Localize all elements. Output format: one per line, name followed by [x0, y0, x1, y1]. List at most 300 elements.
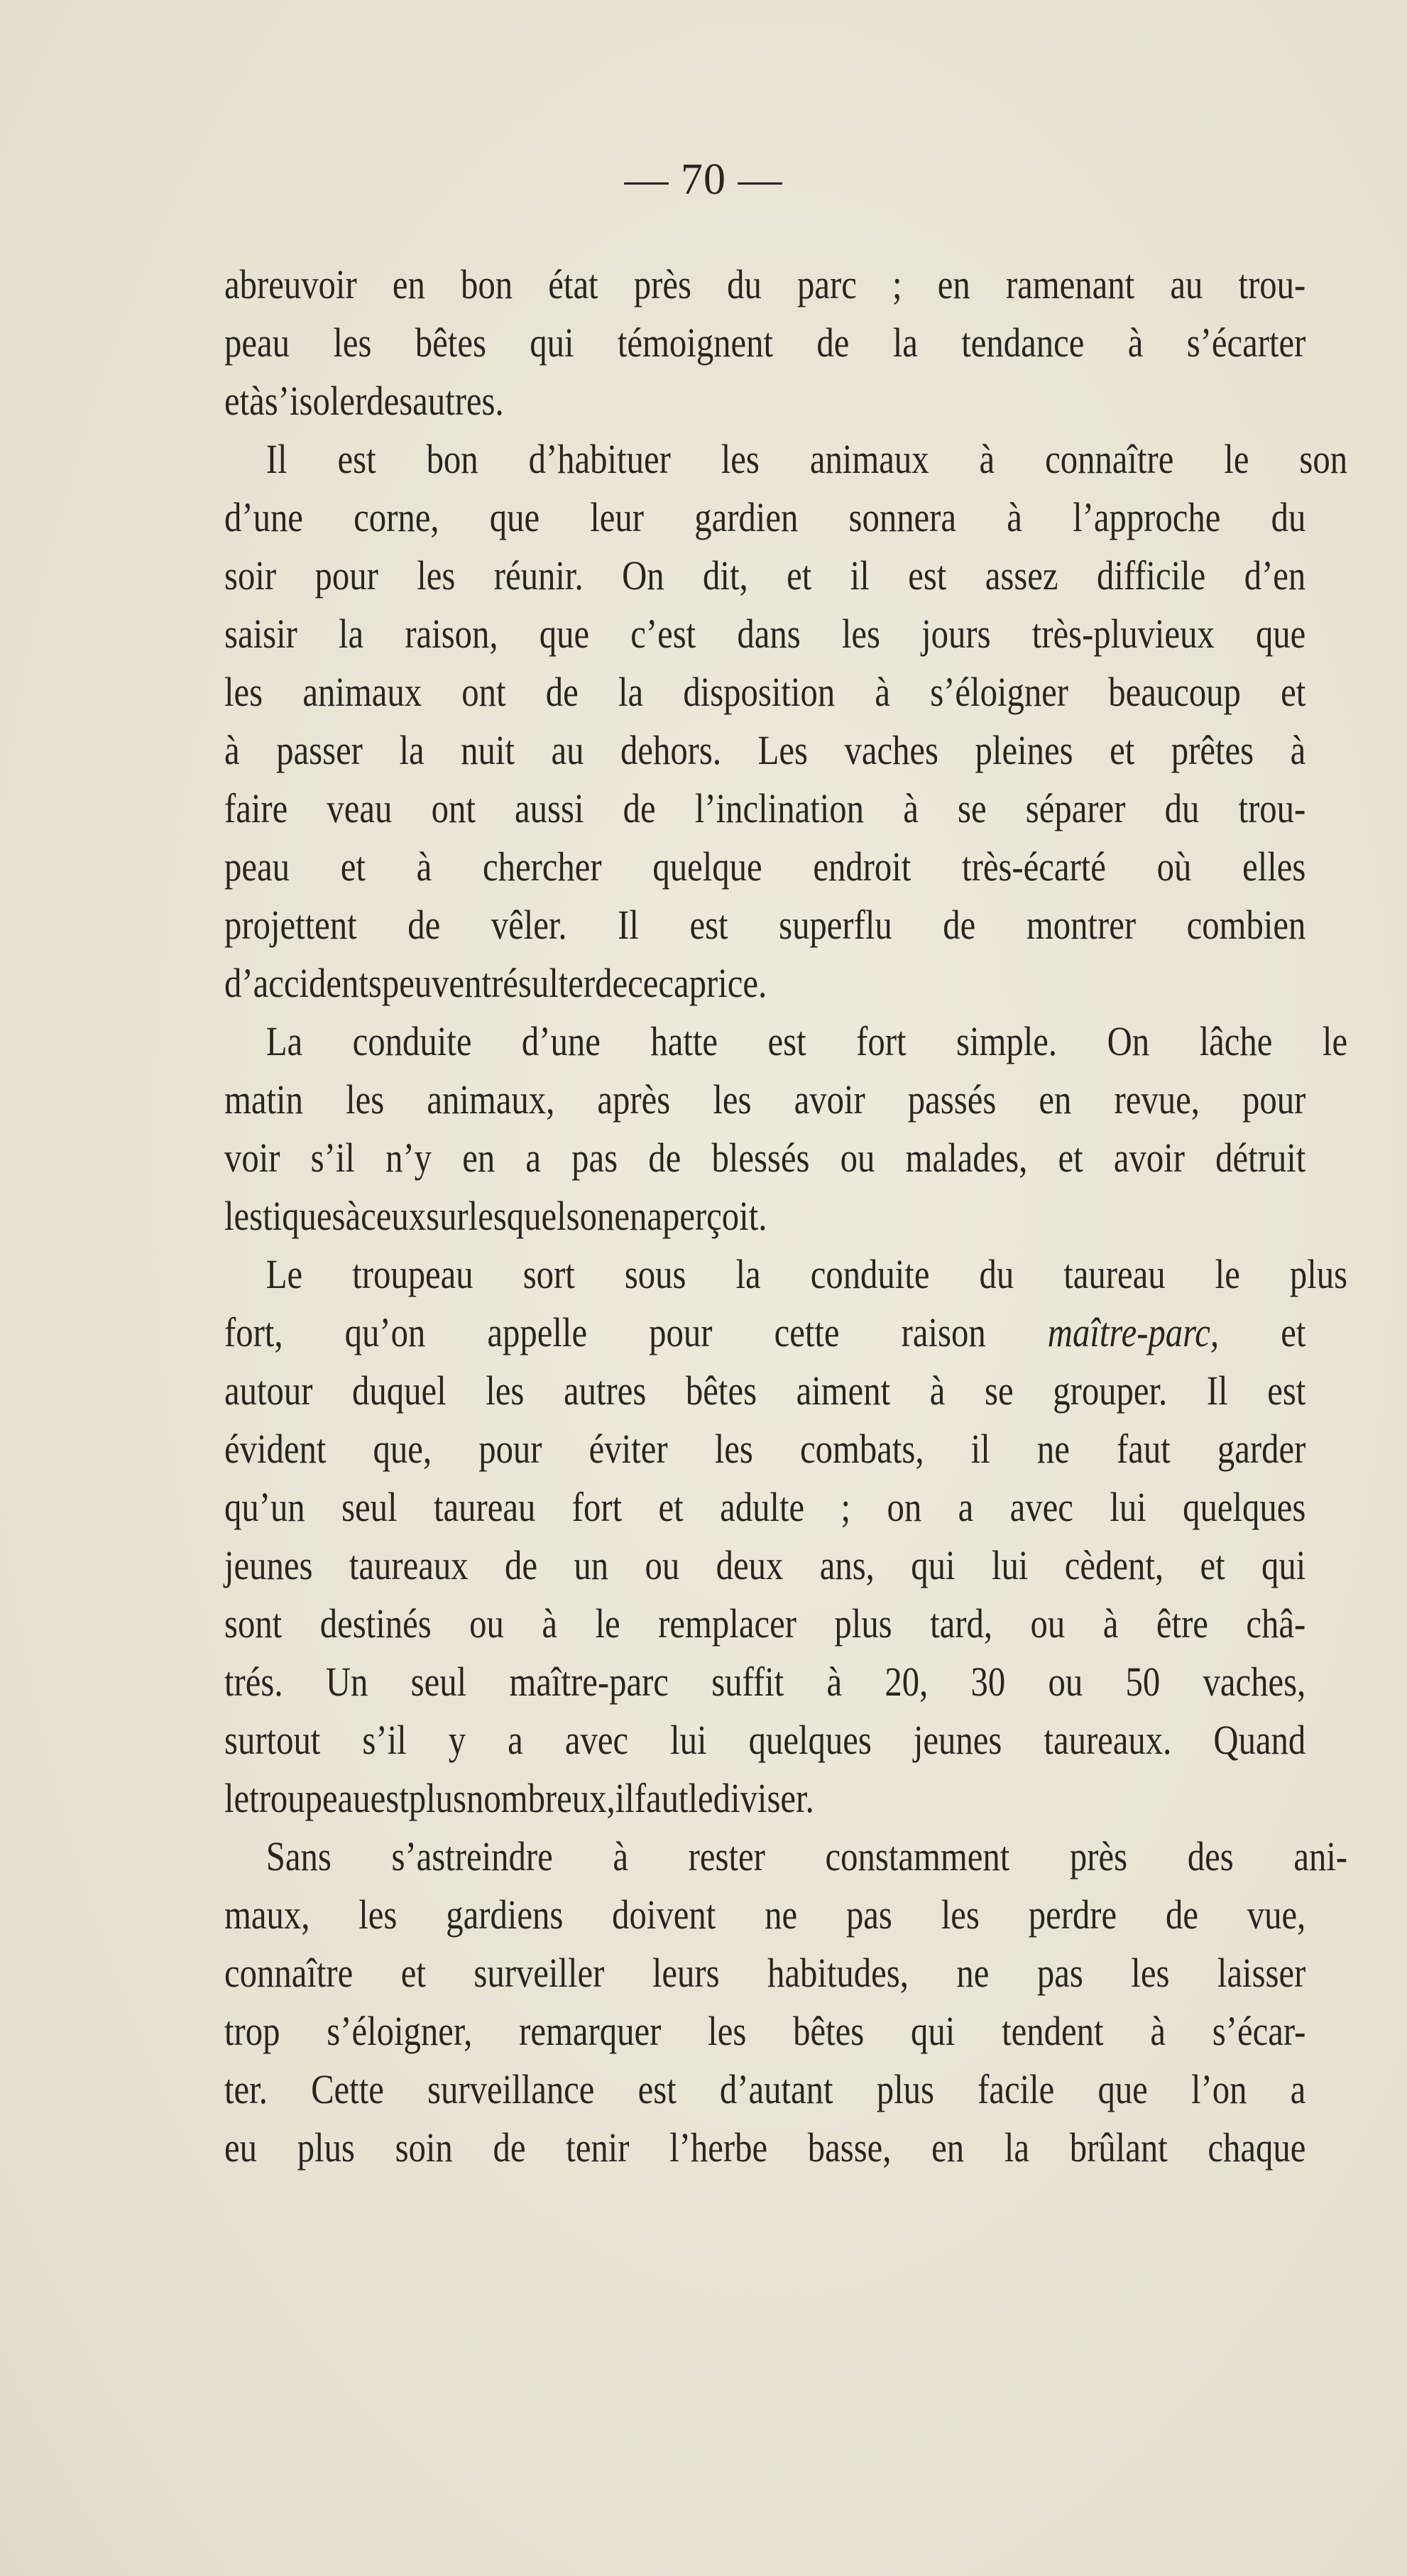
word: qu’un [224, 1484, 305, 1530]
word: pour [1242, 1076, 1306, 1123]
word: trou- [1238, 261, 1306, 307]
word: et [1058, 1135, 1083, 1181]
word: les [358, 1892, 398, 1938]
word: endroit [813, 844, 911, 890]
word: que, [373, 1426, 432, 1472]
word: tard, [930, 1600, 993, 1647]
word: séparer [1025, 785, 1126, 831]
word: assez [985, 552, 1058, 599]
word: surtout [224, 1717, 321, 1763]
word: tenir [566, 2124, 630, 2171]
word: son [1299, 436, 1348, 482]
word: et [340, 844, 366, 890]
word: duquel [352, 1368, 447, 1414]
word: en [614, 1193, 647, 1239]
word: les [346, 1076, 385, 1123]
text-line [224, 1711, 1305, 1769]
text-line [224, 721, 1305, 780]
text-line [224, 372, 1305, 430]
word: plus [297, 2124, 355, 2171]
word: raison, [405, 611, 498, 657]
word: surveillance [427, 2066, 595, 2112]
word: lui [670, 1717, 707, 1763]
word: raison [901, 1309, 986, 1355]
word: la [618, 669, 644, 715]
word: réunir. [493, 552, 584, 599]
word: plus [834, 1600, 892, 1647]
word: à [416, 844, 432, 890]
word: lâche [1199, 1018, 1273, 1064]
word: du [979, 1251, 1014, 1297]
text-line [224, 1769, 1305, 1828]
word: superflu [779, 902, 892, 948]
word: ou [469, 1600, 504, 1647]
word: le [688, 1775, 713, 1821]
word: destinés [319, 1600, 432, 1647]
word: est [1267, 1368, 1306, 1414]
word: suffit [711, 1659, 784, 1705]
word: conduite [810, 1251, 930, 1297]
word: détruit [1215, 1135, 1306, 1181]
word: de [504, 1542, 537, 1588]
word: eu [224, 2124, 257, 2171]
word: conduite [352, 1018, 472, 1064]
word: l’herbe [669, 2124, 768, 2171]
word: pour [649, 1309, 713, 1355]
word: trou- [1238, 785, 1306, 831]
word: état [548, 261, 598, 307]
text-line [224, 1944, 1305, 2002]
word: l’approche [1073, 494, 1221, 540]
word: voir [224, 1135, 280, 1181]
word: et [787, 552, 812, 599]
word: rester [688, 1833, 765, 1879]
word: nuit [461, 727, 515, 773]
word: très-pluvieux [1031, 611, 1215, 657]
word: quelques [748, 1717, 872, 1763]
word: ne [1036, 1426, 1070, 1472]
word: soin [395, 2124, 453, 2171]
word: ne [765, 1892, 798, 1938]
word: blessés [711, 1135, 810, 1181]
word: avec [564, 1717, 629, 1763]
word: le [224, 1775, 250, 1821]
text-line [224, 1828, 1347, 1886]
word: taureaux [349, 1542, 469, 1588]
word: fort, [224, 1309, 283, 1355]
word: au [1170, 261, 1203, 307]
text-line [224, 838, 1305, 896]
word: du [1271, 494, 1306, 540]
word: témoignent [617, 320, 774, 366]
text-line [224, 489, 1305, 547]
word: et [1281, 669, 1306, 715]
word: Un [325, 1659, 368, 1705]
word: Il [265, 436, 288, 482]
word: plus [408, 1775, 466, 1821]
word: de [816, 320, 850, 366]
word: combien [1186, 902, 1306, 948]
word: un [574, 1542, 609, 1588]
word: La [265, 1018, 303, 1064]
word: en [462, 1135, 496, 1181]
word: et [400, 1950, 426, 1996]
word: pleines [975, 727, 1073, 773]
word: perdre [1028, 1892, 1117, 1938]
word: les [417, 552, 456, 599]
word: les [486, 1368, 525, 1414]
word: est [767, 1018, 806, 1064]
word: il [970, 1426, 990, 1472]
word: On [1107, 1018, 1150, 1064]
word: qui [911, 2008, 956, 2054]
word: a [958, 1484, 974, 1530]
word: les [721, 436, 760, 482]
word: pour [478, 1426, 542, 1472]
word: facile [978, 2066, 1055, 2112]
word: quelques [1183, 1484, 1306, 1530]
word: que [1255, 611, 1306, 657]
word: à [542, 1600, 558, 1647]
word: malades, [905, 1135, 1028, 1181]
word: seul [341, 1484, 398, 1530]
word: est [637, 2066, 677, 2112]
word: soir [224, 552, 277, 599]
word: simple. [956, 1018, 1058, 1064]
word: de [595, 960, 628, 1006]
word: avoir [794, 1076, 865, 1123]
word: sous [624, 1251, 686, 1297]
word: lui [1110, 1484, 1146, 1530]
word: est [370, 1775, 409, 1821]
word: les [224, 669, 263, 715]
word: gardien [694, 494, 799, 540]
word: au [551, 727, 584, 773]
word: la [399, 727, 425, 773]
text-line [224, 1420, 1305, 1478]
text-line [224, 1071, 1305, 1129]
word: jeunes [224, 1542, 313, 1588]
word: il [850, 552, 870, 599]
word: taureau [433, 1484, 536, 1530]
word: est [337, 436, 376, 482]
word: s’éloigner [930, 669, 1069, 715]
word: Les [757, 727, 808, 773]
word: avec [1009, 1484, 1073, 1530]
word: autres [563, 1368, 647, 1414]
word: remarquer [519, 2008, 662, 2054]
word: près [1069, 1833, 1128, 1879]
word: a [1290, 2066, 1306, 2112]
word: sort [522, 1251, 575, 1297]
page-number: — 70 — [624, 155, 783, 204]
word: le [595, 1600, 620, 1647]
word: animaux [809, 436, 929, 482]
word: résulter [491, 960, 596, 1006]
word: du [727, 261, 762, 307]
word: y [448, 1717, 466, 1763]
word: d’accidents [224, 960, 382, 1006]
text-line [224, 954, 1305, 1013]
word: des [366, 378, 413, 424]
word: l’on [1190, 2066, 1247, 2112]
text-line [224, 1595, 1305, 1653]
word: passer [276, 727, 363, 773]
word: a [508, 1717, 523, 1763]
word: veau [327, 785, 393, 831]
word: d’habituer [528, 436, 671, 482]
word: d’en [1244, 552, 1306, 599]
word: troupeau [249, 1775, 371, 1821]
word: faut [634, 1775, 689, 1821]
text-line [224, 663, 1305, 721]
word: le [1322, 1018, 1348, 1064]
word: s’écarter [1186, 320, 1306, 366]
word: et [224, 378, 250, 424]
text-line [224, 780, 1305, 838]
word: aussi [515, 785, 584, 831]
word: les [224, 1193, 263, 1239]
word: bêtes [415, 320, 486, 366]
word: ne [956, 1950, 990, 1996]
word: aperçoit. [647, 1193, 767, 1239]
word: s’astreindre [391, 1833, 553, 1879]
word: difficile [1096, 552, 1206, 599]
word: faire [224, 785, 288, 831]
word: caprice. [658, 960, 767, 1006]
word: deux [716, 1542, 784, 1588]
word: et [1200, 1542, 1225, 1588]
word: lesquels [468, 1193, 580, 1239]
word: tendance [961, 320, 1085, 366]
word: animaux, [427, 1076, 555, 1123]
word: la [339, 611, 364, 657]
word: jeunes [913, 1717, 1002, 1763]
word: en [937, 261, 970, 307]
word: Cette [311, 2066, 384, 2112]
word: appelle [487, 1309, 588, 1355]
word: adulte [720, 1484, 805, 1530]
word: habitudes, [767, 1950, 909, 1996]
word: la [892, 320, 918, 366]
word: pas [571, 1135, 618, 1181]
word: que [1097, 2066, 1148, 2112]
word: peau [224, 320, 290, 366]
text-line [224, 1245, 1347, 1304]
word: s’isoler [264, 378, 367, 424]
word: hatte [650, 1018, 718, 1064]
text-line [224, 1129, 1305, 1187]
word: vaches [844, 727, 939, 773]
word: il [615, 1775, 635, 1821]
text-line [224, 1653, 1305, 1711]
word: jours [921, 611, 991, 657]
word: ; [841, 1484, 851, 1530]
word: d’une [521, 1018, 601, 1064]
word: combats, [799, 1426, 924, 1472]
word: autres. [412, 378, 504, 424]
text-line [224, 605, 1305, 663]
word: à [224, 727, 240, 773]
word: connaître [1045, 436, 1174, 482]
word: passés [907, 1076, 997, 1123]
word: connaître [224, 1950, 354, 1996]
word: qu’on [344, 1309, 426, 1355]
word: bêtes [793, 2008, 865, 2054]
word: du [1164, 785, 1200, 831]
word: taureaux. [1044, 1717, 1172, 1763]
word: que [539, 611, 590, 657]
word: troupeau [352, 1251, 473, 1297]
word: à [1290, 727, 1306, 773]
word: parc [797, 261, 857, 307]
word: les [941, 1892, 980, 1938]
word: matin [224, 1076, 303, 1123]
word: près [633, 261, 691, 307]
italic-word: maître-parc, [1047, 1309, 1220, 1355]
word: beaucoup [1108, 669, 1241, 715]
word: gardiens [446, 1892, 564, 1938]
text-line [224, 256, 1305, 314]
word: bon [426, 436, 478, 482]
word: leurs [652, 1950, 720, 1996]
word: ou [1048, 1659, 1083, 1705]
word: pour [314, 552, 378, 599]
word: à [1127, 320, 1144, 366]
word: basse, [807, 2124, 892, 2171]
word: brûlant [1069, 2124, 1168, 2171]
word: ou [840, 1135, 875, 1181]
word: Quand [1213, 1717, 1306, 1763]
word: à [903, 785, 919, 831]
text-line [224, 1362, 1305, 1420]
word: les [714, 1426, 753, 1472]
word: à [979, 436, 995, 482]
word: se [985, 1368, 1014, 1414]
word: fort [571, 1484, 623, 1530]
word: la [1004, 2124, 1030, 2171]
word: dans [737, 611, 801, 657]
word: s’éloigner, [327, 2008, 473, 2054]
word: corne, [354, 494, 439, 540]
word: sonnera [848, 494, 957, 540]
word: de [648, 1135, 681, 1181]
word: on [887, 1484, 922, 1530]
word: cette [774, 1309, 840, 1355]
word: de [623, 785, 656, 831]
word: la [735, 1251, 761, 1297]
word: tiques [263, 1193, 346, 1239]
word: et [1281, 1309, 1306, 1355]
word: à [875, 669, 891, 715]
word: remplacer [658, 1600, 796, 1647]
word: et [1110, 727, 1135, 773]
word: disposition [683, 669, 836, 715]
word: à [1007, 494, 1022, 540]
word: de [1165, 1892, 1198, 1938]
word: dehors. [620, 727, 722, 773]
word: ce [628, 960, 659, 1006]
word: pas [845, 1892, 892, 1938]
word: projettent [224, 902, 357, 948]
word: en [392, 261, 425, 307]
word: de [407, 902, 441, 948]
word: le [1224, 436, 1249, 482]
word: plus [876, 2066, 934, 2112]
word: maux, [224, 1892, 310, 1938]
word: être [1156, 1600, 1208, 1647]
word: animaux [302, 669, 422, 715]
text-line [224, 1537, 1305, 1595]
word: éviter [588, 1426, 668, 1472]
word: taureau [1063, 1251, 1166, 1297]
word: plus [1289, 1251, 1348, 1297]
word: aiment [796, 1368, 891, 1414]
word: Il [1206, 1368, 1228, 1414]
word: cèdent, [1064, 1542, 1164, 1588]
text-line [224, 2119, 1305, 2177]
text-line [224, 1187, 1305, 1245]
word: seul [410, 1659, 467, 1705]
text-line [224, 1478, 1305, 1537]
word: quelque [652, 844, 762, 890]
word: ou [1030, 1600, 1066, 1647]
word: abreuvoir [224, 261, 357, 307]
word: qui [911, 1542, 956, 1588]
word: à [249, 378, 265, 424]
word: Il [618, 902, 639, 948]
word: qui [530, 320, 574, 366]
word: 20, [885, 1659, 929, 1705]
word: est [908, 552, 947, 599]
word: ; [892, 261, 902, 307]
word: peau [224, 844, 290, 890]
word: dit, [703, 552, 748, 599]
word: les [713, 1076, 752, 1123]
word: très-écarté [962, 844, 1106, 890]
word: le [1215, 1251, 1240, 1297]
word: elles [1242, 844, 1306, 890]
word: des [1187, 1833, 1234, 1879]
word: prêtes [1171, 727, 1254, 773]
word: doivent [612, 1892, 716, 1938]
body-text [224, 256, 1348, 2177]
word: les [333, 320, 372, 366]
word: évident [224, 1426, 327, 1472]
word: en [1039, 1076, 1072, 1123]
word: diviser. [713, 1775, 814, 1821]
word: garder [1217, 1426, 1306, 1472]
word: faut [1116, 1426, 1171, 1472]
word: en [931, 2124, 965, 2171]
text-line [224, 430, 1347, 489]
word: a [525, 1135, 542, 1181]
word: à [613, 1833, 629, 1879]
word: ont [431, 785, 476, 831]
word: 50 [1125, 1659, 1161, 1705]
word: à [345, 1193, 361, 1239]
word: trés. [224, 1659, 283, 1705]
text-line [224, 1304, 1305, 1362]
text-line [224, 547, 1305, 605]
text-line [224, 1886, 1305, 1944]
word: à [826, 1659, 843, 1705]
word: les [708, 2008, 747, 2054]
word: d’autant [719, 2066, 833, 2112]
word: avoir [1113, 1135, 1185, 1181]
word: vêler. [491, 902, 567, 948]
word: peuvent [381, 960, 492, 1006]
